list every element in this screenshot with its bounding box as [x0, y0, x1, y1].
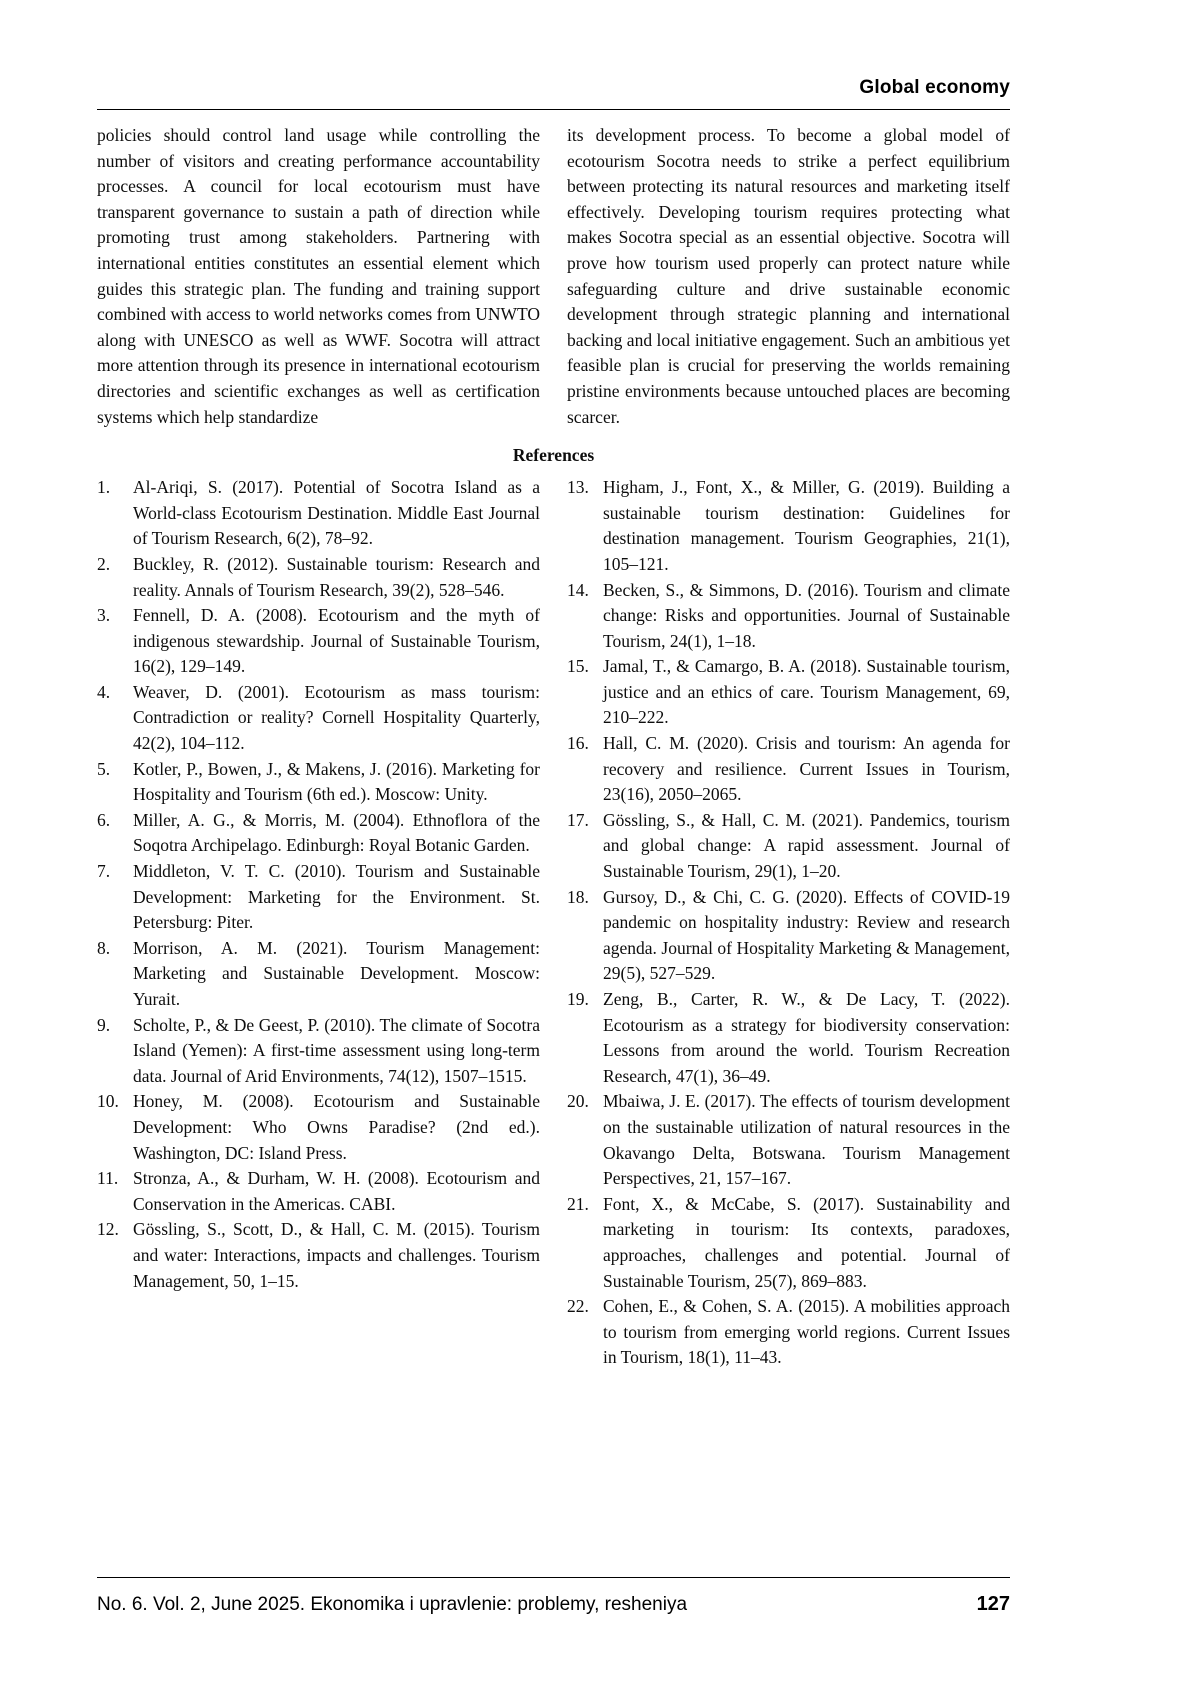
- reference-text: Honey, M. (2008). Ecotourism and Sustainable Development: Who Owns Paradise? (2nd ed.). Washington, DC: Island Press.: [133, 1091, 540, 1163]
- references-heading: References: [512, 445, 595, 466]
- reference-text: Middleton, V. T. C. (2010). Tourism and Sustainable Development: Marketing for the Environment. St. Petersburg: Piter.: [133, 861, 540, 933]
- reference-text: Stronza, A., & Durham, W. H. (2008). Ecotourism and Conservation in the Americas. CABI.: [133, 1168, 540, 1214]
- reference-number: 9.: [97, 1014, 111, 1035]
- reference-text: Gössling, S., & Hall, C. M. (2021). Pandemics, tourism and global change: A rapid assessment. Journal of Sustainable Tourism, 29(1), 1–20.: [603, 809, 1010, 882]
- reference-item: [567, 885, 1010, 987]
- reference-number: 14.: [567, 579, 589, 600]
- reference-item: [567, 1294, 1010, 1371]
- reference-number: 7.: [97, 861, 111, 882]
- page-footer: [97, 1593, 1010, 1616]
- reference-item: [97, 1089, 540, 1166]
- reference-text: Al-Ariqi, S. (2017). Potential of Socotra Island as a World-class Ecotourism Destination. Middle East Journal of Tourism Research, 6(2), 78–92.: [133, 477, 540, 549]
- reference-number: 18.: [567, 886, 589, 907]
- header-rule: [97, 109, 1010, 110]
- reference-text: Morrison, A. M. (2021). Tourism Management: Marketing and Sustainable Development. Moscow: Yurait.: [133, 937, 540, 1009]
- page-content: [97, 76, 1010, 1371]
- reference-item: [97, 1166, 540, 1217]
- reference-number: 5.: [97, 758, 111, 779]
- references-right-column: [567, 475, 1010, 1371]
- section-title: Global economy: [859, 77, 1010, 98]
- reference-item: [97, 1217, 540, 1294]
- reference-number: 22.: [567, 1296, 589, 1317]
- reference-number: 16.: [567, 733, 589, 754]
- reference-text: Gursoy, D., & Chi, C. G. (2020). Effects of COVID-19 pandemic on hospitality industry: Review and research agenda. Journal of Hospitality Marketing & Management, 29(5), 527–529.: [603, 886, 1010, 984]
- reference-item: [567, 1089, 1010, 1191]
- references-section: [97, 475, 1010, 1371]
- reference-text: Scholte, P., & De Geest, P. (2010). The climate of Socotra Island (Yemen): A first-time assessment using long-term data. Journal of Arid Environments, 74(12), 1507–1515.: [133, 1014, 540, 1086]
- page-number: 127: [976, 1593, 1010, 1615]
- reference-number: 1.: [97, 477, 111, 498]
- references-left-column: [97, 475, 540, 1371]
- reference-number: 4.: [97, 681, 111, 702]
- reference-text: Kotler, P., Bowen, J., & Makens, J. (2016). Marketing for Hospitality and Tourism (6th ed.). Moscow: Unity.: [133, 758, 540, 805]
- reference-number: 13.: [567, 477, 589, 498]
- reference-item: [97, 936, 540, 1013]
- reference-number: 15.: [567, 656, 589, 677]
- reference-number: 17.: [567, 809, 589, 830]
- reference-text: Jamal, T., & Camargo, B. A. (2018). Sustainable tourism, justice and an ethics of care. Tourism Management, 69, 210–222.: [603, 656, 1010, 728]
- reference-number: 11.: [97, 1168, 119, 1189]
- reference-text: Miller, A. G., & Morris, M. (2004). Ethnoflora of the Soqotra Archipelago. Edinburgh: Royal Botanic Garden.: [133, 809, 540, 856]
- reference-number: 10.: [97, 1091, 119, 1112]
- reference-item: [567, 987, 1010, 1089]
- reference-item: [97, 859, 540, 936]
- journal-info: No. 6. Vol. 2, June 2025. Ekonomika i upravlenie: problemy, resheniya: [97, 1594, 688, 1615]
- reference-text: Gössling, S., Scott, D., & Hall, C. M. (2015). Tourism and water: Interactions, impacts and challenges. Tourism Management, 50, 1–15.: [133, 1219, 540, 1291]
- reference-number: 2.: [97, 553, 111, 574]
- reference-number: 8.: [97, 937, 111, 958]
- reference-text: Higham, J., Font, X., & Miller, G. (2019). Building a sustainable tourism destination: Guidelines for destination management. Tourism Geographies, 21(1), 105–121.: [603, 477, 1010, 574]
- reference-text: Becken, S., & Simmons, D. (2016). Tourism and climate change: Risks and opportunities. Journal of Sustainable Tourism, 24(1), 1–18.: [603, 579, 1010, 651]
- reference-text: Font, X., & McCabe, S. (2017). Sustainability and marketing in tourism: Its contexts, paradoxes, approaches, challenges and potential. Journal of Sustainable Tourism, 25(7), 869–883.: [603, 1193, 1010, 1291]
- reference-item: [97, 757, 540, 808]
- reference-item: [97, 808, 540, 859]
- reference-number: 19.: [567, 989, 589, 1009]
- reference-item: [567, 475, 1010, 577]
- reference-text: Buckley, R. (2012). Sustainable tourism: Research and reality. Annals of Tourism Research, 39(2), 528–546.: [133, 553, 540, 600]
- reference-text: Zeng, B., Carter, R. W., & De Lacy, T. (2022). Ecotourism as a strategy for biodiversity conservation: Lessons from around the world. Tourism Recreation Research, 47(1), 36–49.: [603, 989, 1010, 1086]
- reference-number: 6.: [97, 809, 111, 830]
- reference-item: [567, 731, 1010, 808]
- reference-text: Fennell, D. A. (2008). Ecotourism and the myth of indigenous stewardship. Journal of Sustainable Tourism, 16(2), 129–149.: [133, 605, 540, 677]
- reference-item: [97, 603, 540, 680]
- body-text: [97, 123, 1010, 430]
- reference-item: [97, 1013, 540, 1090]
- reference-text: Hall, C. M. (2020). Crisis and tourism: An agenda for recovery and resilience. Current Issues in Tourism, 23(16), 2050–2065.: [603, 733, 1010, 805]
- reference-number: 12.: [97, 1219, 119, 1240]
- reference-number: 3.: [97, 605, 111, 626]
- reference-item: [97, 475, 540, 552]
- reference-item: [567, 578, 1010, 655]
- reference-item: [97, 552, 540, 603]
- body-paragraph-left: policies should control land usage while controlling the number of visitors and creating performance accountability processes. A council for local ecotourism must have transparent governance to sustain a path of direction while promoting trust among stakeholders. Partnering with international entities constitutes an essential element which guides this strategic plan. The funding and training support combined with access to world networks comes from UNWTO along with UNESCO as well as WWF. Socotra will attract more attention through its presence in international ecotourism directories and scientific exchanges as well as certification systems which help standardize: [97, 125, 540, 427]
- reference-number: 20.: [567, 1091, 589, 1112]
- reference-item: [567, 808, 1010, 885]
- reference-number: 21.: [567, 1193, 589, 1214]
- running-head: [97, 76, 1010, 100]
- reference-text: Weaver, D. (2001). Ecotourism as mass tourism: Contradiction or reality? Cornell Hospitality Quarterly, 42(2), 104–112.: [133, 681, 540, 754]
- reference-item: [567, 654, 1010, 731]
- body-paragraph-right: its development process. To become a global model of ecotourism Socotra needs to strike a perfect equilibrium between protecting its natural resources and marketing itself effectively. Developing tourism requires protecting what makes Socotra special as an essential objective. Socotra will prove how tourism used properly can protect nature while safeguarding culture and drive sustainable economic development through strategic planning and international backing and local initiative engagement. Such an ambitious yet feasible plan is crucial for preserving the worlds remaining pristine environments because untouched places are becoming scarcer.: [567, 125, 1010, 427]
- reference-text: Cohen, E., & Cohen, S. A. (2015). A mobilities approach to tourism from emerging world regions. Current Issues in Tourism, 18(1), 11–43.: [603, 1296, 1010, 1368]
- reference-item: [567, 1192, 1010, 1294]
- footer-rule: [97, 1577, 1010, 1578]
- reference-text: Mbaiwa, J. E. (2017). The effects of tourism development on the sustainable utilization of natural resources in the Okavango Delta, Botswana. Tourism Management Perspectives, 21, 157–167.: [603, 1091, 1010, 1189]
- reference-item: [97, 680, 540, 757]
